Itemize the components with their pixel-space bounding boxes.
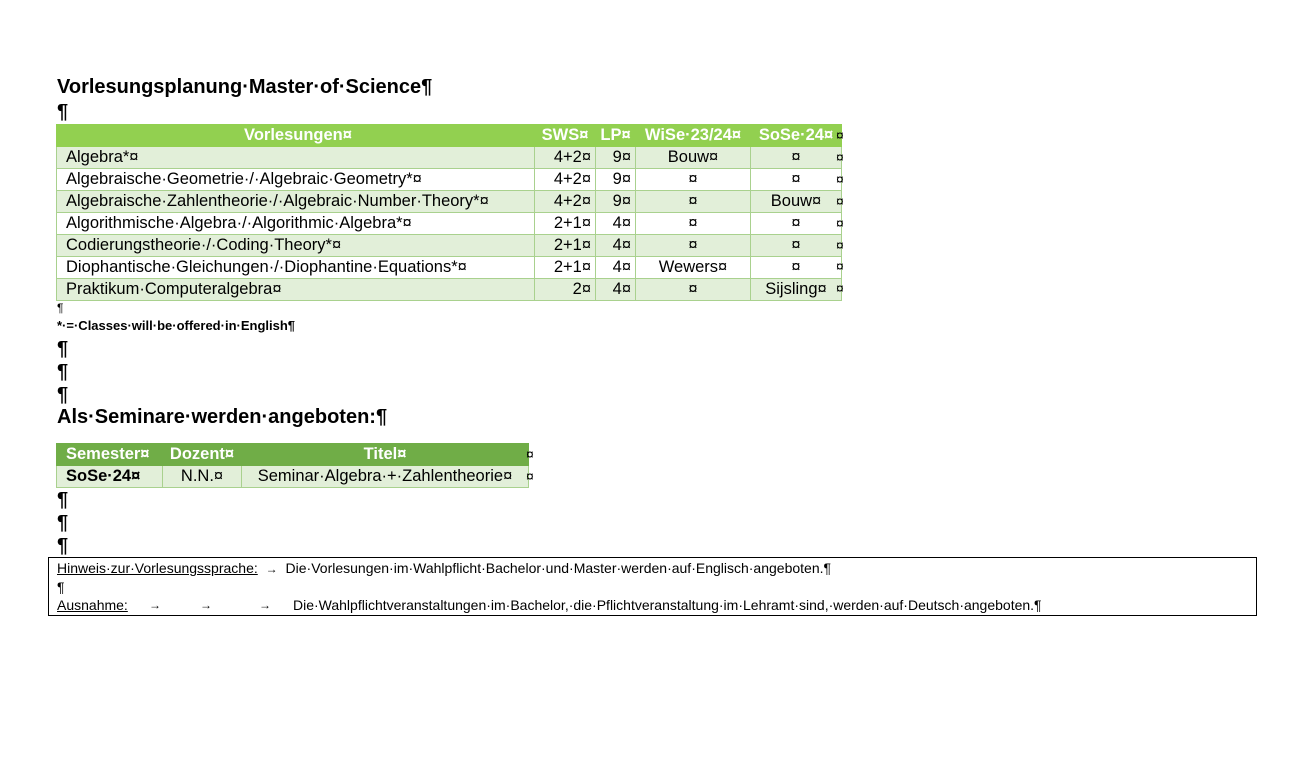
lecture-wise: ¤ <box>636 235 751 257</box>
header-semester: Semester¤ <box>57 444 163 466</box>
seminar-semester: SoSe·24¤ <box>57 466 163 488</box>
hinweis-text: Die·Vorlesungen·im·Wahlpflicht·Bachelor·und·Master·werden·auf·Englisch·angeboten.¶ <box>285 560 832 576</box>
table-row <box>57 235 842 257</box>
lecture-lp: 4¤ <box>596 235 636 257</box>
ausnahme-label: Ausnahme: <box>57 597 128 613</box>
table-row <box>57 213 842 235</box>
row-end-mark: ¤ <box>836 193 844 209</box>
lecture-sose: ¤ <box>751 147 842 169</box>
lecture-name: Algebra*¤ <box>57 147 535 169</box>
lectures-table <box>56 124 842 301</box>
seminar-titel: Seminar·Algebra·+·Zahlentheorie¤ <box>242 466 529 488</box>
header-sws: SWS¤ <box>535 125 596 147</box>
lecture-sws: 2+1¤ <box>535 235 596 257</box>
lecture-sose: Sijsling¤ <box>751 279 842 301</box>
header-lp: LP¤ <box>596 125 636 147</box>
lecture-lp: 9¤ <box>596 147 636 169</box>
row-end-mark: ¤ <box>836 127 844 143</box>
row-end-mark: ¤ <box>836 280 844 296</box>
paragraph-mark: ¶ <box>57 489 69 511</box>
lecture-name: Codierungstheorie·/·Coding·Theory*¤ <box>57 235 535 257</box>
lecture-sose: ¤ <box>751 235 842 257</box>
lecture-lp: 4¤ <box>596 257 636 279</box>
tab-arrow: → <box>265 562 278 576</box>
paragraph-mark: ¶ <box>57 384 69 406</box>
paragraph-mark: ¶ <box>57 361 69 383</box>
lecture-name: Praktikum·Computeralgebra¤ <box>57 279 535 301</box>
tab-arrow: → <box>259 598 271 612</box>
lecture-sws: 4+2¤ <box>535 191 596 213</box>
row-end-mark: ¤ <box>836 237 844 253</box>
lecture-sose: Bouw¤ <box>751 191 842 213</box>
ausnahme-text: Die·Wahlpflichtveranstaltungen·im·Bachelor,·die·Pflichtveranstaltung·im·Lehramt·sind,·werden·auf·Deutsch·angeboten.¶ <box>293 597 1042 613</box>
lecture-sws: 4+2¤ <box>535 147 596 169</box>
table-row <box>57 466 529 488</box>
lecture-lp: 9¤ <box>596 169 636 191</box>
lecture-name: Diophantische·Gleichungen·/·Diophantine·Equations*¤ <box>57 257 535 279</box>
tab-arrow: → <box>149 598 161 612</box>
lecture-wise: ¤ <box>636 169 751 191</box>
lecture-wise: ¤ <box>636 279 751 301</box>
row-end-mark: ¤ <box>836 149 844 165</box>
lecture-wise: ¤ <box>636 191 751 213</box>
lecture-sws: 4+2¤ <box>535 169 596 191</box>
lecture-name: Algebraische·Geometrie·/·Algebraic·Geometry*¤ <box>57 169 535 191</box>
lectures-header-row <box>57 125 842 147</box>
paragraph-mark: ¶ <box>57 579 65 595</box>
table-row <box>57 279 842 301</box>
seminars-table <box>56 443 529 488</box>
table-row <box>57 257 842 279</box>
lecture-lp: 4¤ <box>596 213 636 235</box>
row-end-mark: ¤ <box>526 468 534 484</box>
lecture-sose: ¤ <box>751 169 842 191</box>
lecture-wise: Bouw¤ <box>636 147 751 169</box>
lecture-wise: Wewers¤ <box>636 257 751 279</box>
seminars-header-row <box>57 444 529 466</box>
row-end-mark: ¤ <box>836 215 844 231</box>
seminar-dozent: N.N.¤ <box>163 466 242 488</box>
lecture-sws: 2+1¤ <box>535 257 596 279</box>
header-vorlesungen: Vorlesungen¤ <box>57 125 535 147</box>
row-end-mark: ¤ <box>526 446 534 462</box>
header-titel: Titel¤ <box>242 444 529 466</box>
lecture-wise: ¤ <box>636 213 751 235</box>
table-row <box>57 147 842 169</box>
lecture-sws: 2¤ <box>535 279 596 301</box>
paragraph-mark: ¶ <box>57 338 69 360</box>
seminar-heading: Als·Seminare·werden·angeboten:¶ <box>57 406 388 428</box>
page-title: Vorlesungsplanung·Master·of·Science¶ <box>57 76 433 98</box>
lecture-sws: 2+1¤ <box>535 213 596 235</box>
hinweis-label: Hinweis·zur·Vorlesungssprache: <box>57 560 258 576</box>
header-sose: SoSe·24¤ <box>751 125 842 147</box>
lecture-sose: ¤ <box>751 213 842 235</box>
lecture-lp: 9¤ <box>596 191 636 213</box>
row-end-mark: ¤ <box>836 171 844 187</box>
tab-arrow: → <box>200 598 212 612</box>
header-wise: WiSe·23/24¤ <box>636 125 751 147</box>
lecture-name: Algebraische·Zahlentheorie·/·Algebraic·Number·Theory*¤ <box>57 191 535 213</box>
row-end-mark: ¤ <box>836 258 844 274</box>
hinweis-box <box>48 557 1257 616</box>
table-row <box>57 191 842 213</box>
table-row <box>57 169 842 191</box>
header-dozent: Dozent¤ <box>163 444 242 466</box>
lecture-lp: 4¤ <box>596 279 636 301</box>
paragraph-mark: ¶ <box>57 301 64 315</box>
paragraph-mark: ¶ <box>57 512 69 534</box>
lecture-sose: ¤ <box>751 257 842 279</box>
lecture-name: Algorithmische·Algebra·/·Algorithmic·Algebra*¤ <box>57 213 535 235</box>
paragraph-mark: ¶ <box>57 101 69 123</box>
english-note: *·=·Classes·will·be·offered·in·English¶ <box>57 318 296 333</box>
paragraph-mark: ¶ <box>57 535 69 557</box>
